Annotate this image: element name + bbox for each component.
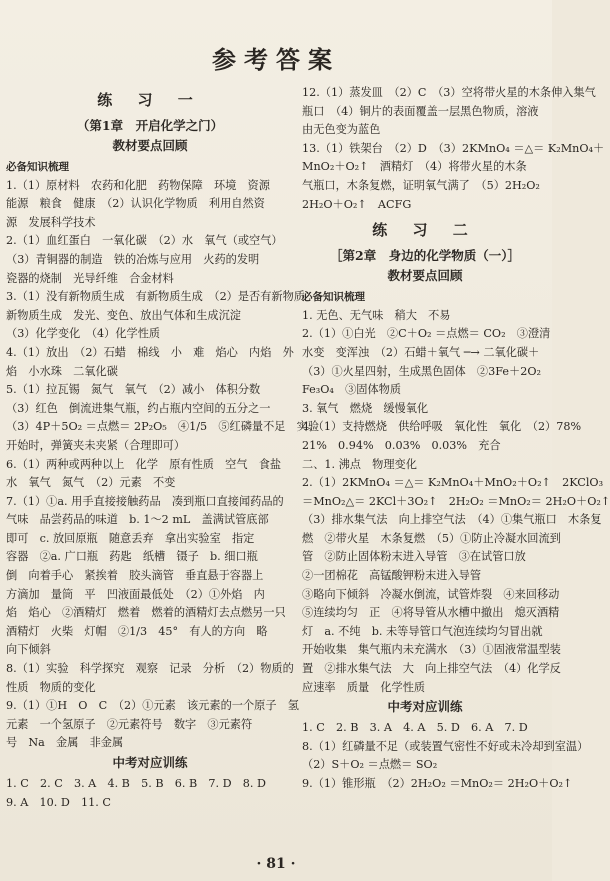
right-column (302, 84, 610, 794)
answer-line: （3）化学变化 （4）化学性质 (6, 327, 161, 341)
answer-line: Fe₃O₄ ③固体物质 (302, 383, 402, 397)
answer-line: 容器 ②a. 广口瓶 药匙 纸槽 镊子 b. 细口瓶 (6, 550, 258, 564)
answer-line: （3）青铜器的制造 铁的冶炼与应用 火药的发明 (6, 252, 260, 266)
answer-line: ③略向下倾斜 冷凝水倒流，试管炸裂 ④来回移动 (302, 587, 560, 601)
answer-line: 即可 c. 放回原瓶 随意丢弃 拿出实验室 指定 (6, 531, 255, 545)
answer-line: 酒精灯 火柴 灯帽 ②1/3 45° 有人的方向 略 (6, 624, 268, 638)
answer-line: 瓶口 （4）铜片的表面覆盖一层黑色物质，溶液 (302, 104, 539, 118)
answer-line: 新物质生成 发光、变色、放出气体和生成沉淀 (6, 308, 241, 322)
answer-line: 4.（1）支持燃烧 供给呼吸 氧化性 氧化 （2）78% (302, 420, 582, 434)
answer-line: 3. 氧气 燃烧 缓慢氧化 (302, 401, 429, 415)
answer-line: 向下倾斜 (6, 643, 51, 657)
answer-line: （3）4P＋5O₂ ＝点燃＝ 2P₂O₅ ④1/5 ⑤红磷量不足 实验 (6, 420, 320, 434)
answer-line: 1. C 2. C 3. A 4. B 5. B 6. B 7. D 8. D (6, 777, 266, 790)
answer-line: 8.（1）红磷量不足（或装置气密性不好或未冷却到室温） (302, 739, 589, 753)
page-title: 参考答案 (212, 45, 340, 74)
answer-line: 性质 物质的变化 (6, 680, 96, 694)
answer-line: （3）①火星四射，生成黑色固体 ②3Fe＋2O₂ (302, 364, 541, 378)
subsection-heading: 中考对应训练 (112, 755, 188, 770)
section-heading: 练 习 二 (372, 221, 478, 240)
answer-line: 9. A 10. D 11. C (6, 795, 111, 809)
answer-line: 倒 向着手心 紧挨着 胶头滴管 垂直悬于容器上 (6, 569, 264, 583)
answer-line: 源 发展科学技术 (6, 215, 96, 229)
answer-line: 21% 0.94% 0.03% 0.03% 充合 (302, 438, 501, 452)
answer-line: 12.（1）蒸发皿 （2）C （3）空将带火星的木条伸入集气 (302, 86, 596, 99)
knowledge-heading: 必备知识梳理 (302, 291, 365, 304)
subsection-heading: 教材要点回顾 (387, 268, 463, 284)
answer-line: 元素 一个氢原子 ②元素符号 数字 ③元素符 (6, 717, 253, 731)
answer-line: 能源 粮食 健康 （2）认识化学物质 利用自然资 (6, 197, 265, 211)
answer-line: 1. 无色、无气味 稍大 不易 (302, 308, 451, 322)
answer-line: 7.（1）①a. 用手直接接触药品 凑到瓶口直接闻药品的 (6, 494, 284, 508)
answer-line: 焰 焰心 ②酒精灯 燃着 燃着的酒精灯去点燃另一只 (6, 606, 286, 620)
answer-line: 9.（1）①H O C （2）①元素 该元素的一个原子 氢 (6, 699, 299, 713)
answer-line: 9.（1）锥形瓶 （2）2H₂O₂ ＝MnO₂＝ 2H₂O＋O₂↑ (302, 777, 573, 790)
answer-line: （3）红色 倒流进集气瓶，约占瓶内空间的五分之一 (6, 401, 271, 415)
answer-line: （2）S＋O₂ ＝点燃＝ SO₂ (302, 758, 438, 772)
subsection-heading: 教材要点回顾 (112, 138, 188, 153)
knowledge-heading: 必备知识梳理 (6, 161, 69, 173)
answer-line: MnO₂＋O₂↑ 酒精灯 （4）将带火星的木条 (302, 160, 527, 174)
answer-line: 2.（1）2KMnO₄ ＝△＝ K₂MnO₄＋MnO₂＋O₂↑ 2KClO₃ (302, 476, 604, 490)
page-number: · 81 · (256, 856, 296, 872)
answer-line: 水变 变浑浊 （2）石蜡＋氧气 ─→ 二氧化碳＋ (302, 345, 540, 359)
section-heading: 练 习 一 (97, 91, 203, 109)
left-column (6, 84, 320, 812)
answer-line: 焰 小水珠 二氧化碳 (6, 364, 118, 378)
answer-line: 2.（1）血红蛋白 一氧化碳 （2）水 氧气（或空气） (6, 234, 283, 248)
answer-line: 1. C 2. B 3. A 4. A 5. D 6. A 7. D (302, 721, 528, 735)
answer-line: 由无色变为蓝色 (302, 123, 381, 137)
answer-line: 5.（1）拉瓦锡 氮气 氧气 （2）减小 体积分数 (6, 383, 261, 397)
answer-line: 气味 品尝药品的味道 b. 1～2 mL 盖满试管底部 (6, 513, 269, 527)
answer-line: 灯 a. 不纯 b. 未等导管口气泡连续均匀冒出就 (302, 624, 543, 638)
subsection-heading: 中考对应训练 (387, 699, 463, 715)
answer-line: 应速率 质量 化学性质 (302, 680, 426, 694)
answer-line: 号 Na 金属 非金属 (6, 736, 124, 750)
chapter-heading: ［第2章 身边的化学物质（一）］ (330, 248, 520, 264)
answer-line: （3）排水集气法 向上排空气法 （4）①集气瓶口 木条复 (302, 513, 602, 527)
answer-line: ＝MnO₂△＝ 2KCl＋3O₂↑ 2H₂O₂ ＝MnO₂＝ 2H₂O＋O₂↑ (302, 494, 610, 508)
answer-line: 1.（1）原材料 农药和化肥 药物保障 环境 资源 (6, 178, 270, 192)
answer-line: 4.（1）放出 （2）石蜡 棉线 小 难 焰心 内焰 外 (6, 345, 294, 359)
answer-line: ⑤连续均匀 正 ④将导管从水槽中撤出 熄灭酒精 (302, 606, 560, 620)
chapter-heading: （第1章 开启化学之门） (76, 118, 224, 133)
answer-line: 3.（1）没有新物质生成 有新物质生成 （2）是否有新物质 (6, 290, 305, 304)
answer-line: 置 ②排水集气法 大 向上排空气法 （4）化学反 (302, 662, 561, 676)
answer-line: 8.（1）实验 科学探究 观察 记录 分析 （2）物质的 (6, 662, 294, 676)
answer-line: 2H₂O＋O₂↑ ACFG (302, 197, 412, 211)
answer-line: 气瓶口，木条复燃，证明氧气满了 （5）2H₂O₂ (302, 178, 540, 192)
answer-line: 6.（1）两种或两种以上 化学 原有性质 空气 食盐 (6, 457, 282, 471)
answer-line: 开始时，弹簧夹未夹紧（合理即可） (6, 438, 186, 452)
answer-line: 13.（1）铁架台 （2）D （3）2KMnO₄ ＝△＝ K₂MnO₄＋ (302, 141, 605, 155)
answer-line: 燃 ②带火星 木条复燃 （5）①防止冷凝水回流到 (302, 531, 561, 545)
answer-line: 2.（1）①白光 ②C＋O₂ ＝点燃＝ CO₂ ③澄清 (302, 327, 551, 341)
answer-line: 二、1. 沸点 物理变化 (302, 457, 417, 471)
answer-line: 方滴加 量筒 平 凹液面最低处 （2）①外焰 内 (6, 587, 265, 601)
answer-line: 管 ②防止固体粉末进入导管 ③在试管口放 (302, 550, 526, 564)
answer-line: 水 氧气 氮气 （2）元素 不变 (6, 476, 176, 490)
answer-line: 瓷器的烧制 光导纤维 合金材料 (6, 271, 174, 285)
answer-line: ②一团棉花 高锰酸钾粉末进入导管 (302, 569, 482, 583)
answer-line: 开始收集 集气瓶内未充满水 （3）①固液常温型装 (302, 643, 561, 657)
